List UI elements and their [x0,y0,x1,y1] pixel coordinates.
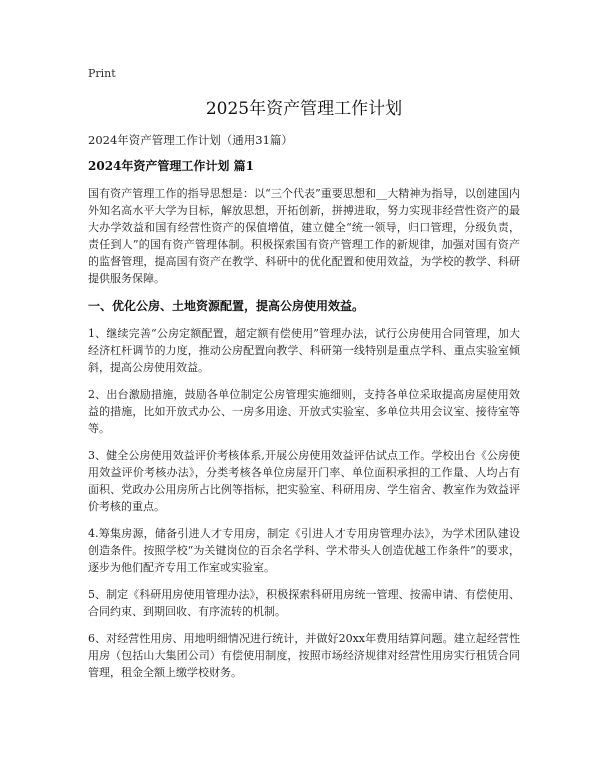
list-item: 3、健全公房使用效益评价考核体系,开展公房使用效益评估试点工作。学校出台《公房使用效益评价考核办法》，分类考核各单位房屋开门率、单位面积承担的工作量、人均占有面积、党政办公用房所占比例等指标，把实验室、科研用房、学生宿舍、教室作为效益评价考核的重点。 [88,449,520,513]
list-item: 6、对经营性用房、用地明细情况进行统计，并做好20xx年费用结算问题。建立起经营性用房（包括山大集团公司）有偿使用制度，按照市场经济规律对经营性用房实行租赁合同管理，租金全额上缴学校财务。 [88,632,520,679]
list-item: 5、制定《科研用房使用管理办法》，积极探索科研用房统一管理、按需申请、有偿使用、合同约束、到期回收、有序流转的机制。 [88,588,520,618]
list-item: 2、出台激励措施，鼓励各单位制定公房管理实施细则，支持各单位采取提高房屋使用效益的措施，比如开放式办公、一房多用途、开放式实验室、多单位共用会议室、接待室等等。 [88,388,520,435]
document-subtitle: 2024年资产管理工作计划（通用31篇） [88,133,293,147]
print-link[interactable]: Print [88,67,116,80]
section-title: 2024年资产管理工作计划 篇1 [88,159,254,173]
heading-one: 一、优化公房、土地资源配置，提高公房使用效益。 [88,299,365,313]
page-title: 2025年资产管理工作计划 [205,99,403,119]
list-item: 4.筹集房源，储备引进人才专用房，制定《引进人才专用房管理办法》，为学术团队建设创造条件。按照学校“为关键岗位的百余名学科、学术带头人创造优越工作条件”的要求，逐步为他们配齐专用工作室或实验室。 [88,527,520,574]
intro-paragraph: 国有资产管理工作的指导思想是：以“三个代表”重要思想和__大精神为指导，以创建国内外知名高水平大学为目标，解放思想，开拓创新，拼搏进取，努力实现非经营性资产的最大办学效益和国有经营性资产的保值增值，建立健全“统一领导，归口管理，分级负责，责任到人”的国有资产管理体制。积极探索国有资产管理工作的新规律，加强对国有资产的监督管理，提高国有资产在教学、科研中的优化配置和使用效益，为学校的教学、科研提供服务保障。 [88,187,520,285]
document-page [88,66,520,691]
list-item: 1、继续完善“公房定额配置，超定额有偿使用”管理办法，试行公房使用合同管理，加大经济杠杆调节的力度，推动公房配置向教学、科研第一线特别是重点学科、重点实验室倾斜，提高公房使用效益。 [88,327,520,374]
